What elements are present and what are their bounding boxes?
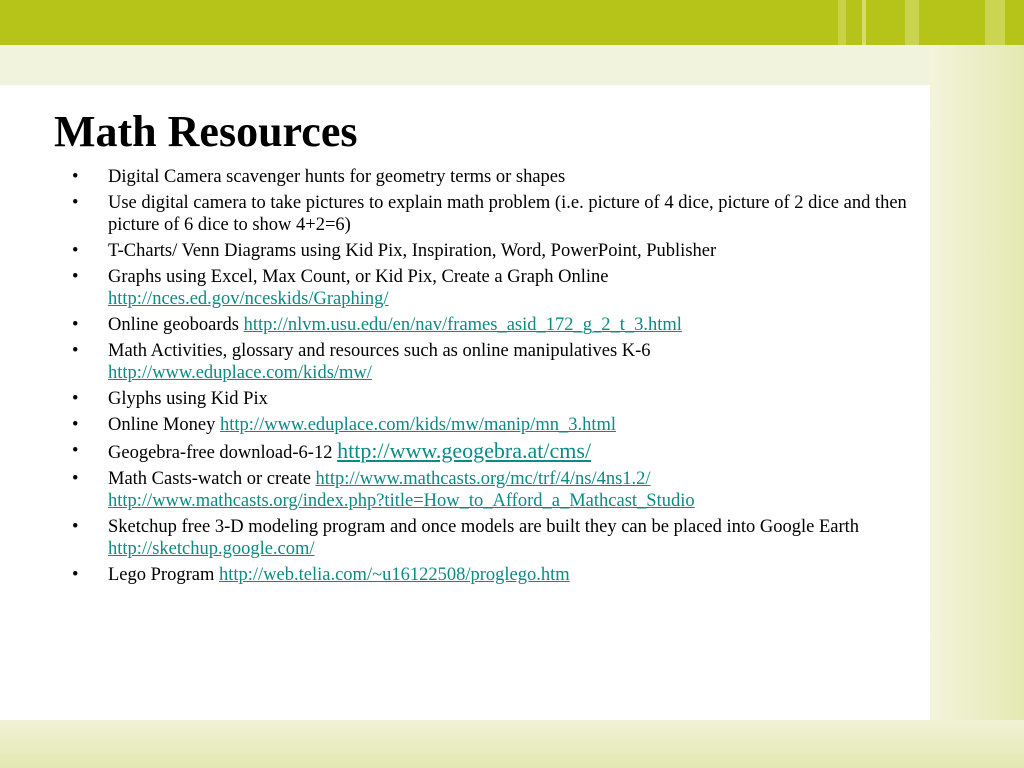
bullet-icon: • — [72, 469, 79, 489]
item-text: Geogebra-free download-6-12 — [108, 443, 333, 463]
bullet-icon: • — [72, 315, 79, 335]
bullet-icon: • — [72, 267, 79, 287]
item-text: Graphs using Excel, Max Count, or Kid Pix, Create a Graph Online — [108, 267, 609, 287]
bullet-icon: • — [72, 241, 79, 261]
list-item — [70, 564, 910, 586]
graphing-link[interactable]: http://nces.ed.gov/nceskids/Graphing/ — [108, 289, 389, 309]
decor-stripe — [838, 0, 846, 45]
mathcasts-link[interactable]: http://www.mathcasts.org/mc/trf/4/ns/4ns1.2/ — [315, 469, 651, 489]
item-text: Math Casts-watch or create — [108, 469, 311, 489]
bullet-icon: • — [72, 415, 79, 435]
bullet-icon: • — [72, 167, 79, 187]
item-text: Sketchup free 3-D modeling program and once models are built they can be placed into Google Earth — [108, 517, 860, 537]
item-text: Glyphs using Kid Pix — [108, 389, 268, 409]
decor-stripe — [862, 0, 866, 45]
item-text: Online geoboards — [108, 315, 240, 335]
online-money-link[interactable]: http://www.eduplace.com/kids/mw/manip/mn_3.html — [220, 415, 617, 435]
list-item — [70, 314, 910, 336]
list-item — [70, 440, 910, 464]
bullet-icon: • — [72, 341, 79, 361]
list-item — [70, 468, 910, 512]
geoboards-link[interactable]: http://nlvm.usu.edu/en/nav/frames_asid_172_g_2_t_3.html — [243, 315, 682, 335]
item-text: T-Charts/ Venn Diagrams using Kid Pix, Inspiration, Word, PowerPoint, Publisher — [108, 241, 717, 261]
list-item — [70, 266, 910, 310]
background-band — [0, 45, 1024, 85]
bullet-icon: • — [72, 517, 79, 537]
sketchup-link[interactable]: http://sketchup.google.com/ — [108, 539, 315, 559]
bullet-icon: • — [72, 389, 79, 409]
bullet-icon: • — [72, 441, 79, 461]
bullet-icon: • — [72, 565, 79, 585]
list-item — [70, 240, 910, 262]
mathcasts-studio-link[interactable]: http://www.mathcasts.org/index.php?title=How_to_Afford_a_Mathcast_Studio — [108, 491, 695, 511]
geogebra-link[interactable]: http://www.geogebra.at/cms/ — [337, 438, 592, 463]
list-item — [70, 388, 910, 410]
list-item — [70, 516, 910, 560]
decor-stripe — [985, 0, 1005, 45]
decor-stripe — [905, 0, 919, 45]
list-item — [70, 192, 910, 236]
list-item — [70, 166, 910, 188]
background-bottom — [0, 720, 1024, 768]
lego-program-link[interactable]: http://web.telia.com/~u16122508/proglego.htm — [218, 565, 570, 585]
item-text: Online Money — [108, 415, 216, 435]
background-right — [930, 45, 1024, 768]
list-item — [70, 340, 910, 384]
list-item — [70, 414, 910, 436]
item-text: Math Activities, glossary and resources such as online manipulatives K-6 — [108, 341, 651, 361]
eduplace-link[interactable]: http://www.eduplace.com/kids/mw/ — [108, 363, 372, 383]
bullet-icon: • — [72, 193, 79, 213]
top-accent-bar — [0, 0, 1024, 45]
item-text: Digital Camera scavenger hunts for geometry terms or shapes — [108, 167, 566, 187]
bullet-list — [70, 166, 910, 590]
item-text: Use digital camera to take pictures to explain math problem (i.e. picture of 4 dice, picture of 2 dice and then picture of 6 dice to show 4+2=6) — [108, 193, 907, 235]
slide-title: Math Resources — [54, 107, 358, 156]
item-text: Lego Program — [108, 565, 215, 585]
